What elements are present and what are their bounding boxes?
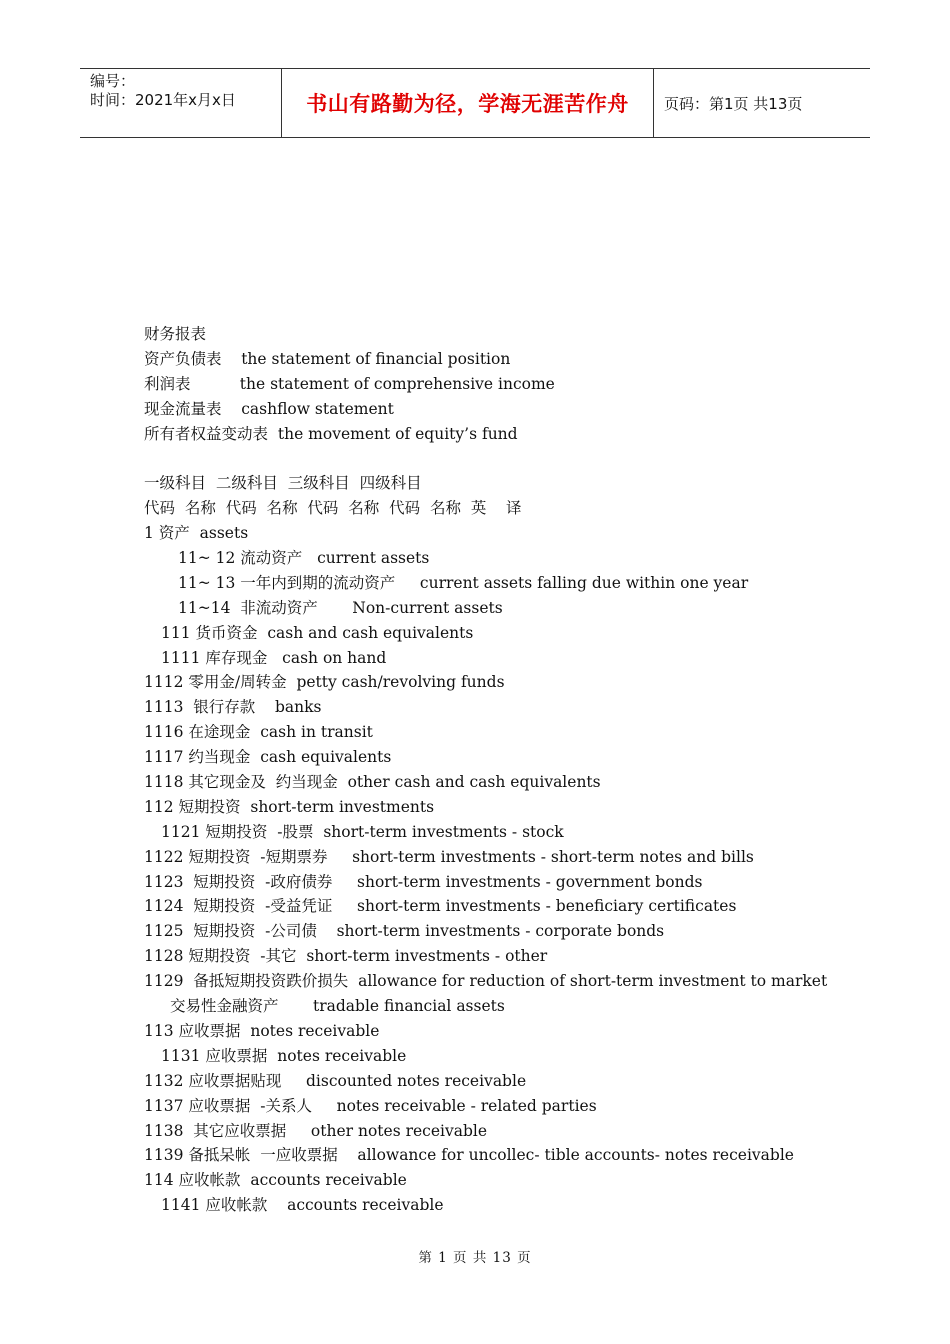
account-line: 1116 在途现金 cash in transit: [144, 723, 373, 742]
account-line: 1113 银行存款 banks: [144, 698, 322, 717]
body-line: 现金流量表 cashflow statement: [144, 399, 394, 418]
header-motto: 书山有路勤为径，学海无涯苦作舟: [306, 92, 629, 116]
document-body: [144, 322, 828, 1218]
account-line: 113 应收票据 notes receivable: [144, 1021, 380, 1040]
account-line: 1124 短期投资 -受益凭证 short-term investments - beneficiary certificates: [144, 897, 737, 916]
document-number-label: 编号：: [90, 72, 136, 90]
header-motto-cell: [281, 69, 654, 137]
account-line: 11~ 13 一年内到期的流动资产 current assets falling due within one year: [178, 573, 749, 592]
account-line: 1122 短期投资 -短期票券 short-term investments - short-term notes and bills: [144, 847, 754, 866]
page-footer: 第 1 页 共 13 页: [418, 1250, 532, 1266]
account-line: 1123 短期投资 -政府债券 short-term investments - government bonds: [144, 872, 703, 891]
blank-line: [144, 446, 824, 471]
account-line: 1111 库存现金 cash on hand: [161, 648, 387, 667]
account-line: 1121 短期投资 -股票 short-term investments - stock: [161, 822, 564, 841]
account-line: 1137 应收票据 -关系人 notes receivable - related parties: [144, 1096, 597, 1115]
account-line: 1 资产 assets: [144, 524, 249, 543]
page-header: [80, 68, 870, 138]
body-line: 所有者权益变动表 the movement of equity’s fund: [144, 424, 518, 443]
account-line: 1117 约当现金 cash equivalents: [144, 748, 392, 767]
account-line: 1139 备抵呆帐 一应收票据 allowance for uncollec- tible accounts- notes receivable: [144, 1146, 794, 1165]
account-line: 111 货币资金 cash and cash equivalents: [161, 623, 474, 642]
header-meta: [80, 69, 281, 137]
section-title: 财务报表: [144, 325, 207, 343]
body-line: 利润表 the statement of comprehensive income: [144, 374, 555, 393]
account-line: 114 应收帐款 accounts receivable: [144, 1171, 407, 1190]
body-line: 资产负债表 the statement of financial position: [144, 349, 511, 368]
account-line: 1112 零用金/周转金 petty cash/revolving funds: [144, 673, 505, 692]
account-line: 1132 应收票据贴现 discounted notes receivable: [144, 1071, 527, 1090]
account-line: 112 短期投资 short-term investments: [144, 797, 435, 816]
table-header-line: 代码 名称 代码 名称 代码 名称 代码 名称 英 译: [144, 499, 522, 518]
table-header-line: 一级科目 二级科目 三级科目 四级科目: [144, 474, 422, 493]
account-line: 1128 短期投资 -其它 short-term investments - other: [144, 947, 548, 966]
account-line: 1118 其它现金及 约当现金 other cash and cash equivalents: [144, 773, 601, 792]
account-line: 1131 应收票据 notes receivable: [161, 1046, 407, 1065]
account-line: 11~ 12 流动资产 current assets: [178, 549, 430, 568]
document-date: 时间：2021年x月x日: [90, 91, 236, 109]
account-line: 1138 其它应收票据 other notes receivable: [144, 1121, 488, 1140]
account-line: 11~14 非流动资产 Non-current assets: [178, 598, 503, 617]
header-page-info: 页码：第1页 共13页: [664, 94, 803, 113]
account-line: 1125 短期投资 -公司债 short-term investments - corporate bonds: [144, 922, 665, 941]
account-line: 1141 应收帐款 accounts receivable: [161, 1196, 444, 1215]
account-line: 1129 备抵短期投资跌价损失 allowance for reduction of short-term investment to market: [144, 972, 828, 991]
account-line: 交易性金融资产 tradable financial assets: [170, 997, 505, 1016]
